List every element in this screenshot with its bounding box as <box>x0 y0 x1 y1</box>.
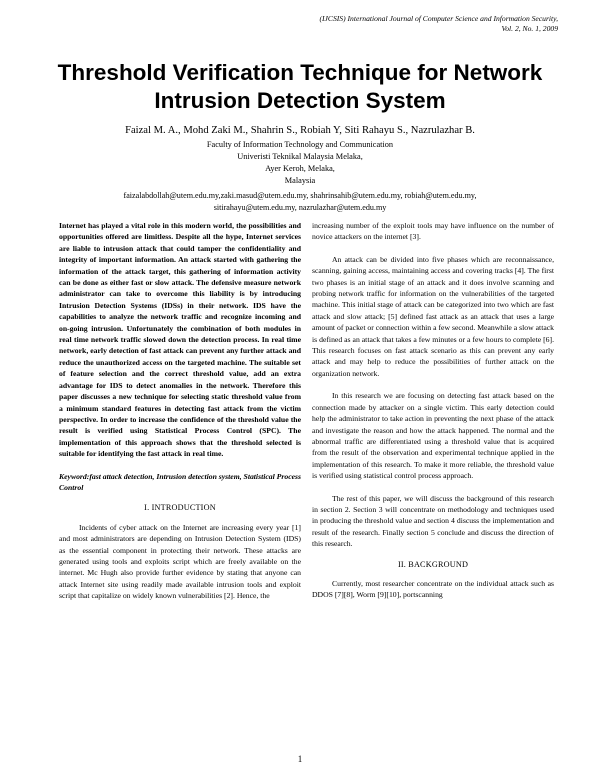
affiliation-country: Malaysia <box>284 176 316 185</box>
author-list: Faizal M. A., Mohd Zaki M., Shahrin S., Robiah Y, Siti Rahayu S., Nazrulazhar B. <box>125 125 475 136</box>
paragraph-attack-phases: An attack can be divided into five phases which are reconnaissance, scanning, gaining access, maintaining access and covering tracks [4]. The first two phases is an initial stage of an attack and it does involve scanning and probing network traffic for information on the vulnerabilities of the targeted machine. This initial stage of attack can be categorized into two which are fast attack and slow attack; [5] defined fast attack as an attack that uses a large amount of packet or connection within a few second. Meanwhile a slow attack is defined as an attack that takes a few minutes or a few hours to complete [6]. This research focuses on fast attack scenario as this can prevent any early attack and may help to reduce the possibilities of further attack on the organization network. <box>312 254 554 378</box>
background-paragraph-1: Currently, most researcher concentrate on the individual attack such as DDOS [7][8], Worm [9][10], portscanning <box>312 578 554 600</box>
paragraph-continued: increasing number of the exploit tools may have influence on the number of novice attackers on the internet [3]. <box>312 221 554 242</box>
journal-volume: Vol. 2, No. 1, 2009 <box>501 23 558 33</box>
section-heading-introduction: I. INTRODUCTION <box>144 503 216 513</box>
affiliation-faculty: Faculty of Information Technology and Communication <box>206 140 394 149</box>
author-block <box>30 124 570 214</box>
affiliation-university: Univeristi Teknikal Malaysia Melaka, <box>237 152 363 161</box>
emails-line-1: faizalabdollah@utem.edu.my,zaki.masud@utem.edu.my, shahrinsahib@utem.edu.my, robiah@utem.edu.my, <box>123 191 477 200</box>
section-heading-background: II. BACKGROUND <box>397 559 469 569</box>
keywords: Keyword:fast attack detection, Intrusion detection system, Statistical Process Control <box>59 471 301 492</box>
journal-name: (IJCSIS) International Journal of Computer Science and Information Security, <box>319 14 558 23</box>
page-number: 1 <box>297 754 303 764</box>
intro-paragraph-1: Incidents of cyber attack on the Internet are increasing every year [1] and most administrators are depending on Intrusion Detection System (IDS) as the essential component in protecting their network. These attacks are generated using tools and exploits script which are freely available on the internet. Mc Hugh also provide further evidence by stating that anyone can attack Internet site using readily made available intrusion tools and exploit script that capitalize on widely known vulnerabilities [2]. Hence, the <box>59 522 301 601</box>
paragraph-research-focus: In this research we are focusing on detecting fast attack based on the connection made by attacker on a single victim. This early detection could help the administrator to take action in preventing the next phase of the attack and investigate the reason and how the attack happened. The normal and the abnormal traffic are differentiated using a threshold value that is acquired from the result of the observation and experimental technique applied in the implementation of this research. To make it more reliable, the threshold value is verified using statistical control process approach. <box>312 391 554 481</box>
affiliation-city: Ayer Keroh, Melaka, <box>265 164 335 173</box>
paper-title <box>20 59 580 115</box>
right-column <box>312 220 554 601</box>
abstract: Internet has played a vital role in this modern world, the possibilities and opportunities offered are limitless. Despite all the hype, Internet services are liable to intrusion attack that could tamper the confidentiality and integrity of important information. An attack started with gathering the information of the attack target, this gathering of information activity can be done as either fast or slow attack. The defensive measure network administrator can take to overcome this liability is by introducing Intrusion Detection Systems (IDSs) in their network. IDS have the capabilities to analyze the network traffic and recognize incoming and on-going intrusion. Unfortunately the combination of both modules in real time network traffic slowed down the detection process. In real time network, early detection of fast attack can prevent any further attack and reduce the unauthorized access on the targeted machine. The suitable set of feature selection and the correct threshold value, add an extra advantage for IDS to detect anomalies in the network. Therefore this paper discusses a new technique for selecting static threshold value from a minimum standard features in detecting fast attack from the victim perspective. In order to increase the confidence of the threshold value the result is verified using Statistical Process Control (SPC). The implementation of this approach shows that the threshold selected is suitable for identifying the fast attack in real time. <box>59 221 301 459</box>
author-emails <box>30 190 570 214</box>
paragraph-paper-outline: The rest of this paper, we will discuss the background of this research in section 2. Section 3 will concentrate on methodology and techniques used in producing the threshold value and section 4 discuss the implementation and result of the research. Finally section 5 conclude and discuss the direction of this research. <box>312 493 554 549</box>
journal-header <box>218 14 558 33</box>
title-line-1: Threshold Verification Technique for Network <box>57 60 543 85</box>
title-line-2: Intrusion Detection System <box>154 88 446 113</box>
emails-line-2: sitirahayu@utem.edu.my, nazrulazhar@utem.edu.my <box>213 203 387 212</box>
left-column <box>59 220 301 602</box>
